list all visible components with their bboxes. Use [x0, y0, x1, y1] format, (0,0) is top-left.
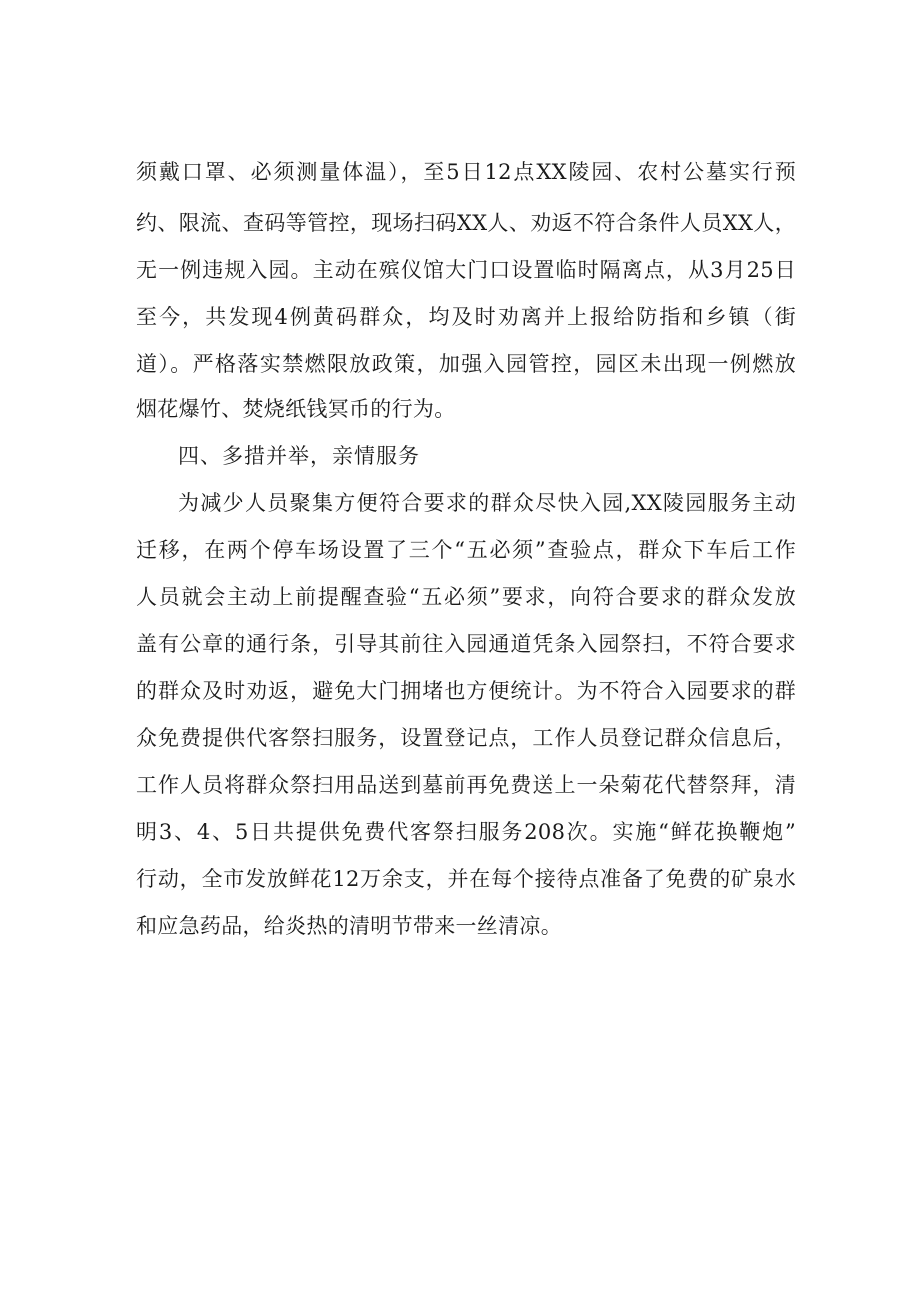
text-line: 和应急药品，给炎热的清明节带来一丝清凉。 [136, 914, 562, 938]
text-line: 人员就会主动上前提醒查验“五必须”要求，向符合要求的群众发放 [136, 585, 796, 609]
text-line: 约、限流、查码等管控，现场扫码XX人、劝返不符合条件人员XX人， [136, 211, 796, 235]
text-line: 烟花爆竹、焚烧纸钱冥币的行为。 [136, 397, 456, 421]
text-line: 道）。严格落实禁燃限放政策，加强入园管控，园区未出现一例燃放 [136, 352, 796, 376]
text-line: 须戴口罩、必须测量体温），至5日12点XX陵园、农村公墓实行预 [136, 160, 796, 184]
text-line: 迁移，在两个停车场设置了三个“五必须”查验点，群众下车后工作 [136, 538, 796, 562]
text-line: 无一例违规入园。主动在殡仪馆大门口设置临时隔离点，从3月25日 [136, 258, 796, 282]
text-line: 为减少人员聚集方便符合要求的群众尽快入园,XX陵园服务主动 [178, 491, 796, 515]
text-line: 明3、4、5日共提供免费代客祭扫服务208次。实施“鲜花换鞭炮” [136, 820, 796, 844]
text-line: 的群众及时劝返，避免大门拥堵也方便统计。为不符合入园要求的群 [136, 679, 796, 703]
text-line: 众免费提供代客祭扫服务，设置登记点，工作人员登记群众信息后， [136, 726, 796, 750]
text-line: 至今，共发现4例黄码群众，均及时劝离并上报给防指和乡镇（街 [136, 305, 796, 329]
text-line: 盖有公章的通行条，引导其前往入园通道凭条入园祭扫，不符合要求 [136, 632, 796, 656]
text-line: 工作人员将群众祭扫用品送到墓前再免费送上一朵菊花代替祭拜，清 [136, 773, 796, 797]
text-line: 行动，全市发放鲜花12万余支，并在每个接待点准备了免费的矿泉水 [136, 867, 796, 891]
section-heading: 四、多措并举，亲情服务 [178, 444, 420, 468]
